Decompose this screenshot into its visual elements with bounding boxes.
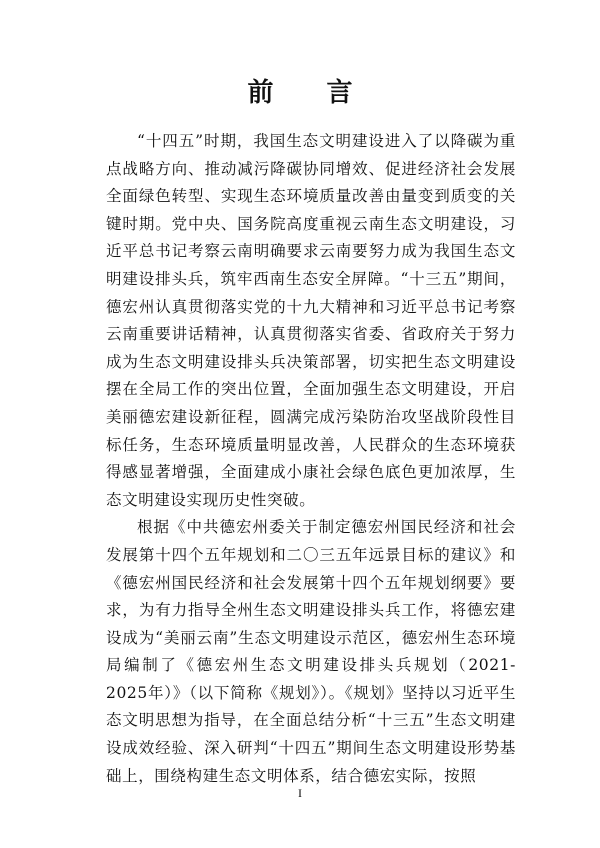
page-number: I	[298, 786, 302, 800]
body-text	[106, 128, 516, 790]
page-title: 前 言	[247, 78, 375, 108]
paragraph-1: “十四五”时期，我国生态文明建设进入了以降碳为重点战略方向、推动减污降碳协同增效、促进经济社会发展全面绿色转型、实现生态环境质量改善由量变到质变的关键时期。党中央、国务院高度重视云南生态文明建设，习近平总书记考察云南明确要求云南要努力成为我国生态文明建设排头兵，筑牢西南生态安全屏障。“十三五”期间，德宏州认真贯彻落实党的十九大精神和习近平总书记考察云南重要讲话精神，认真贯彻落实省委、省政府关于努力成为生态文明建设排头兵决策部署，切实把生态文明建设摆在全局工作的突出位置，全面加强生态文明建设，开启美丽德宏建设新征程，圆满完成污染防治攻坚战阶段性目标任务，生态环境质量明显改善，人民群众的生态环境获得感显著增强，全面建成小康社会绿色底色更加浓厚，生态文明建设实现历史性突破。	[106, 132, 516, 509]
paragraph-2: 根据《中共德宏州委关于制定德宏州国民经济和社会发展第十四个五年规划和二〇三五年远景目标的建议》和《德宏州国民经济和社会发展第十四个五年规划纲要》要求，为有力指导全州生态文明建设排头兵工作，将德宏建设成为“美丽云南”生态文明建设示范区，德宏州生态环境局编制了《德宏州生态文明建设排头兵规划（2021-2025年）》（以下简称《规划》）。《规划》坚持以习近平生态文明思想为指导，在全面总结分析“十三五”生态文明建设成效经验、深入研判“十四五”期间生态文明建设形势基础上，围绕构建生态文明体系，结合德宏实际，按照	[106, 518, 516, 785]
